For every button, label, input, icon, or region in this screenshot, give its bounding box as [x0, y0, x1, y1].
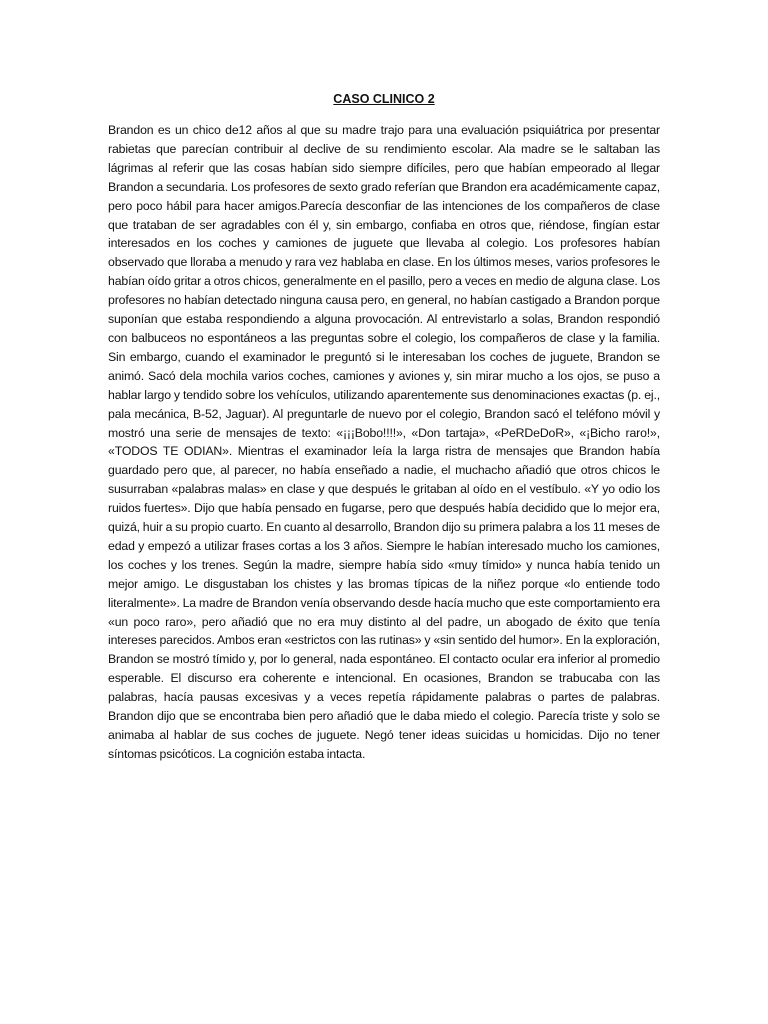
document-body-paragraph: Brandon es un chico de12 años al que su madre trajo para una evaluación psiquiátrica por presentar rabietas que parecían contribuir al declive de su rendimiento escolar. Ala madre se le saltaban las lágrimas al referir que las cosas habían sido siempre difíciles, pero que habían empeorado al llegar Brandon a secundaria. Los profesores de sexto grado referían que Brandon era académicamente capaz, pero poco hábil para hacer amigos.Parecía desconfiar de las intenciones de los compañeros de clase que trataban de ser agradables con él y, sin embargo, confiaba en otros que, riéndose, fingían estar interesados en los coches y camiones de juguete que llevaba al colegio. Los profesores habían observado que lloraba a menudo y rara vez hablaba en clase. En los últimos meses, varios profesores le habían oído gritar a otros chicos, generalmente en el pasillo, pero a veces en medio de alguna clase. Los profesores no habían detectado ninguna causa pero, en general, no habían castigado a Brandon porque suponían que estaba respondiendo a alguna provocación. Al entrevistarlo a solas, Brandon respondió con balbuceos no espontáneos a las preguntas sobre el colegio, los compañeros de clase y la familia. Sin embargo, cuando el examinador le preguntó si le interesaban los coches de juguete, Brandon se animó. Sacó dela mochila varios coches, camiones y aviones y, sin mirar mucho a los ojos, se puso a hablar largo y tendido sobre los vehículos, utilizando aparentemente sus denominaciones exactas (p. ej., pala mecánica, B-52, Jaguar). Al preguntarle de nuevo por el colegio, Brandon sacó el teléfono móvil y mostró una serie de mensajes de texto: «¡¡¡Bobo!!!!», «Don tartaja», «PeRDeDoR», «¡Bicho raro!», «TODOS TE ODIAN». Mientras el examinador leía la larga ristra de mensajes que Brandon había guardado pero que, al parecer, no había enseñado a nadie, el muchacho añadió que otros chicos le susurraban «palabras malas» en clase y que después le gritaban al oído en el vestíbulo. «Y yo odio los ruidos fuertes». Dijo que había pensado en fugarse, pero que después había decidido que lo mejor era, quizá, huir a su propio cuarto. En cuanto al desarrollo, Brandon dijo su primera palabra a los 11 meses de edad y empezó a utilizar frases cortas a los 3 años. Siempre le habían interesado mucho los camiones, los coches y los trenes. Según la madre, siempre había sido «muy tímido» y nunca había tenido un mejor amigo. Le disgustaban los chistes y las bromas típicas de la niñez porque «lo entiende todo literalmente». La madre de Brandon venía observando desde hacía mucho que este comportamiento era «un poco raro», pero añadió que no era muy distinto al del padre, un abogado de éxito que tenía intereses parecidos. Ambos eran «estrictos con las rutinas» y «sin sentido del humor». En la exploración, Brandon se mostró tímido y, por lo general, nada espontáneo. El contacto ocular era inferior al promedio esperable. El discurso era coherente e intencional. En ocasiones, Brandon se trabucaba con las palabras, hacía pausas excesivas y a veces repetía rápidamente palabras o partes de palabras. Brandon dijo que se encontraba bien pero añadió que le daba miedo el colegio. Parecía triste y solo se animaba al hablar de sus coches de juguete. Negó tener ideas suicidas u homicidas. Dijo no tener síntomas psicóticos. La cognición estaba intacta.: [108, 123, 660, 761]
document-title: CASO CLINICO 2: [333, 92, 435, 106]
